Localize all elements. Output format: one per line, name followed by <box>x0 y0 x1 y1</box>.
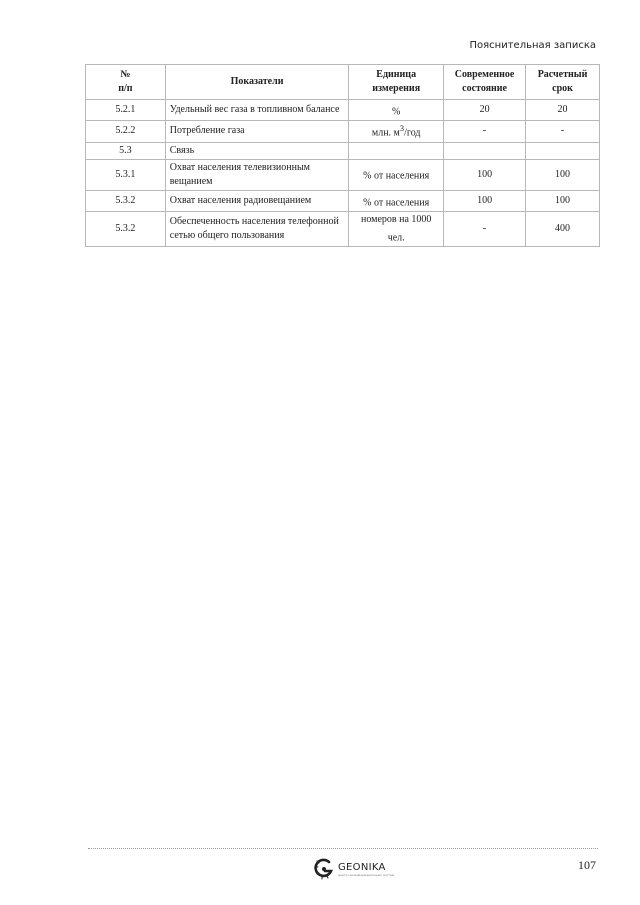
table-row <box>86 190 600 211</box>
table-header <box>86 65 600 100</box>
indicator-name-cell: Обеспеченность населения телефонной сетью общего пользования <box>165 211 349 246</box>
unit-cell <box>349 100 444 121</box>
column-header-line: п/п <box>118 83 133 94</box>
current-value-cell: 100 <box>444 159 526 190</box>
indicator-name-cell: Охват населения телевизионным вещанием <box>165 159 349 190</box>
row-number-cell: 5.3.1 <box>86 159 166 190</box>
unit-cell <box>349 190 444 211</box>
indicator-name-cell: Потребление газа <box>165 121 349 142</box>
row-number-cell: 5.2.1 <box>86 100 166 121</box>
column-header-line: измерения <box>372 83 421 94</box>
column-header-line: № <box>120 69 131 80</box>
column-header-line: Единица <box>376 69 417 80</box>
row-number-cell: 5.2.2 <box>86 121 166 142</box>
column-header-current <box>444 65 526 100</box>
indicators-table <box>85 64 600 247</box>
unit-suffix: /год <box>404 127 421 139</box>
table-row <box>86 142 600 159</box>
planned-value-cell: 100 <box>526 190 600 211</box>
planned-value-cell: 100 <box>526 159 600 190</box>
unit-cell <box>349 142 444 159</box>
current-value-cell: 100 <box>444 190 526 211</box>
current-value-cell <box>444 142 526 159</box>
page-header-title: Пояснительная записка <box>469 40 596 51</box>
unit-text: номеров на 1000 чел. <box>360 213 432 244</box>
row-number-cell: 5.3.2 <box>86 211 166 246</box>
indicator-name-cell: Охват населения радиовещанием <box>165 190 349 211</box>
planned-value-cell: - <box>526 121 600 142</box>
column-header-line: Современное <box>454 69 515 80</box>
unit-text: % <box>392 106 401 118</box>
planned-value-cell <box>526 142 600 159</box>
table-header-row <box>86 65 600 100</box>
unit-cell <box>349 121 444 142</box>
row-number-cell: 5.3.2 <box>86 190 166 211</box>
unit-text: % от населения <box>363 170 430 182</box>
column-header-unit <box>349 65 444 100</box>
column-header-line: состояние <box>462 83 507 94</box>
unit-text: % от населения <box>363 196 430 208</box>
planned-value-cell: 20 <box>526 100 600 121</box>
column-header-line: срок <box>552 83 573 94</box>
unit-cell <box>349 211 444 246</box>
table-row <box>86 121 600 142</box>
page-number: 107 <box>578 858 596 872</box>
unit-superscript: 3 <box>399 124 405 134</box>
logo-tagline: центр геоинформационных систем <box>338 872 394 877</box>
geonika-logo <box>314 856 394 882</box>
planned-value-cell: 400 <box>526 211 600 246</box>
table-row <box>86 159 600 190</box>
table-body <box>86 100 600 247</box>
column-header-indicator <box>165 65 349 100</box>
geonika-logo-icon <box>314 857 334 881</box>
current-value-cell: - <box>444 211 526 246</box>
current-value-cell: 20 <box>444 100 526 121</box>
current-value-cell: - <box>444 121 526 142</box>
column-header-number <box>86 65 166 100</box>
unit-cell <box>349 159 444 190</box>
indicator-name-cell: Удельный вес газа в топливном балансе <box>165 100 349 121</box>
table-row <box>86 211 600 246</box>
footer-divider <box>88 848 598 849</box>
column-header-line: Показатели <box>230 76 284 87</box>
row-number-cell: 5.3 <box>86 142 166 159</box>
logo-text-block <box>338 862 394 877</box>
logo-wordmark: GEONIKA <box>338 861 386 873</box>
table-row <box>86 100 600 121</box>
column-header-line: Расчетный <box>537 69 588 80</box>
unit-text: млн. м <box>371 127 400 139</box>
indicator-name-cell: Связь <box>165 142 349 159</box>
column-header-planned <box>526 65 600 100</box>
